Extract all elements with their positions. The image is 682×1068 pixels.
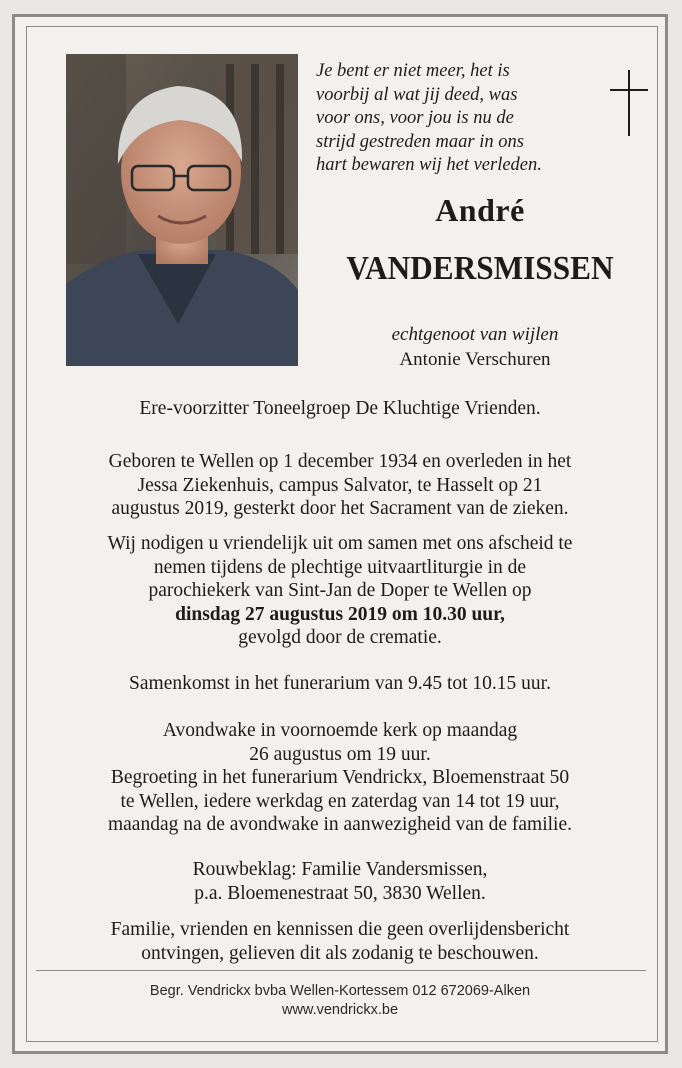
spouse-block <box>330 322 620 372</box>
spouse-name: Antonie Verschuren <box>399 349 551 370</box>
title-line-block <box>40 397 640 421</box>
footer <box>40 982 640 1020</box>
birth-death-line: Geboren te Wellen op 1 december 1934 en overleden in het <box>108 451 572 472</box>
invitation-line: nemen tijdens de plechtige uitvaartliturgie in de <box>153 556 527 578</box>
website-link[interactable]: www.vendrickx.be <box>281 1002 399 1018</box>
gathering-line: Samenkomst in het funerarium van 9.45 tot 10.15 uur. <box>129 673 551 694</box>
vigil-line: Avondwake in voornoemde kerk op maandag <box>162 720 518 741</box>
spouse-relation: echtgenoot van wijlen <box>391 324 559 345</box>
family-note-line: ontvingen, gelieven dit als zodanig te beschouwen. <box>141 942 539 964</box>
invitation-line: parochiekerk van Sint-Jan de Doper te Wellen op <box>148 580 532 601</box>
poem-line: hart bewaren wij het verleden. <box>316 155 542 175</box>
funeral-date: dinsdag 27 augustus 2019 om 10.30 uur, <box>175 603 505 625</box>
vigil-block <box>40 719 640 837</box>
poem <box>316 60 586 178</box>
birth-death-line: Jessa Ziekenhuis, campus Salvator, te Hasselt op 21 <box>137 474 543 496</box>
invitation-line: Wij nodigen u vriendelijk uit om samen met ons afscheid te <box>107 533 573 554</box>
family-note-block <box>40 918 640 965</box>
family-note-line: Familie, vrienden en kennissen die geen overlijdensbericht <box>110 919 570 940</box>
gathering-block <box>40 672 640 696</box>
undertaker-line: Begr. Vendrickx bvba Wellen-Kortessem 012 672069-Alken <box>149 983 531 999</box>
first-name: André <box>435 192 525 228</box>
vigil-line: te Wellen, iedere werkdag en zaterdag van 14 tot 19 uur, <box>120 790 560 812</box>
footer-divider <box>36 970 646 971</box>
title-line: Ere-voorzitter Toneelgroep De Kluchtige Vrienden. <box>139 398 541 419</box>
vigil-line: Begroeting in het funerarium Vendrickx, Bloemenstraat 50 <box>110 767 570 788</box>
condolences-block <box>40 858 640 905</box>
condolences-line: Rouwbeklag: Familie Vandersmissen, <box>192 859 488 880</box>
poem-line: voor ons, voor jou is nu de <box>316 108 514 128</box>
birth-death-line: augustus 2019, gesterkt door het Sacrament van de zieken. <box>111 498 569 519</box>
birth-death-block <box>40 450 640 521</box>
last-name: VANDERSMISSEN <box>346 250 614 287</box>
poem-line: voorbij al wat jij deed, was <box>316 84 518 105</box>
poem-line: strijd gestreden maar in ons <box>316 131 524 152</box>
vigil-line: 26 augustus om 19 uur. <box>249 743 431 765</box>
invitation-block <box>40 532 640 650</box>
cross-icon <box>606 70 652 136</box>
poem-line: Je bent er niet meer, het is <box>316 61 510 81</box>
invitation-after: gevolgd door de crematie. <box>238 627 442 648</box>
portrait-photo <box>66 54 298 366</box>
vigil-line: maandag na de avondwake in aanwezigheid van de familie. <box>107 814 572 835</box>
condolences-line: p.a. Bloemenestraat 50, 3830 Wellen. <box>194 882 486 904</box>
